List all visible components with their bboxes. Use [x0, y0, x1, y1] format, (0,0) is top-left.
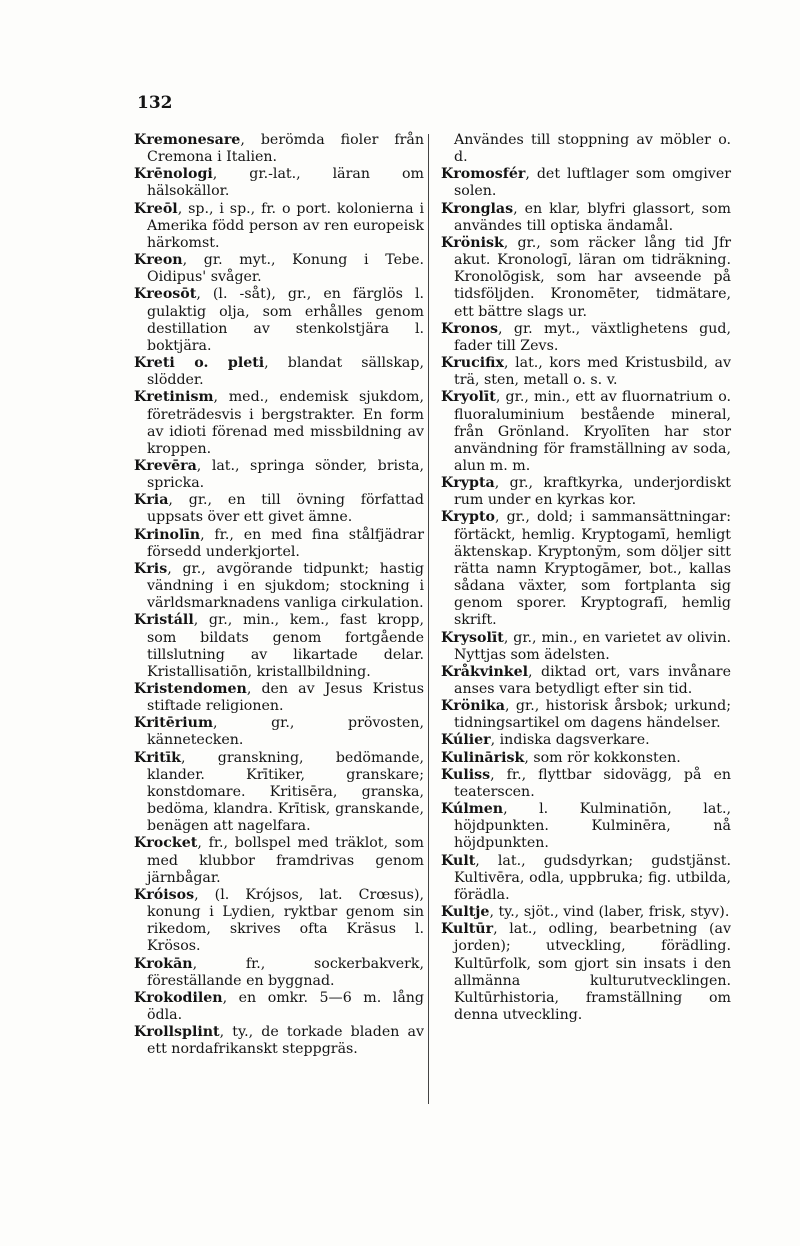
dictionary-entry: Kretinism, med., endemisk sjukdom, företrädesvis i bergstrakter. En form av idioti förenad med missbildning av kroppen.	[134, 389, 424, 457]
dictionary-entry: Kronos, gr. myt., växtlighetens gud, fader till Zevs.	[441, 320, 731, 354]
entry-headword: Kria	[134, 492, 169, 509]
dictionary-entry: Krevēra, lat., springa sönder, brista, spricka.	[134, 457, 424, 492]
dictionary-entry: Kritērium, gr., prövosten, kännetecken.	[134, 715, 424, 749]
entry-headword: Krönisk	[441, 234, 504, 251]
entry-headword: Krokodilen	[134, 989, 223, 1006]
dictionary-entry: Kulinārisk, som rör kokkonsten.	[441, 749, 681, 766]
entry-headword: Krollsplint	[134, 1024, 220, 1041]
dictionary-entry: Kúlmen, l. Kulminatiōn, lat., höjdpunkten. Kulminēra, nå höjdpunkten.	[441, 801, 731, 852]
entry-headword: Kreon	[134, 252, 183, 269]
entry-headword: Króisos	[134, 886, 195, 903]
dictionary-entry: Krokān, fr., sockerbakverk, föreställande en byggnad.	[134, 955, 424, 989]
dictionary-entry: Krysolīt, gr., min., en varietet av olivin. Nyttjas som ädelsten.	[441, 629, 731, 663]
dictionary-entry: Krypta, gr., kraftkyrka, underjordiskt rum under en kyrkas kor.	[441, 475, 731, 509]
entry-headword: Kronos	[441, 320, 499, 337]
dictionary-entry: Kris, gr., avgörande tidpunkt; hastig vändning i en sjukdom; stockning i världsmarknadens vanliga cirkulation.	[134, 560, 424, 612]
entry-headword: Kúlmen	[441, 801, 504, 818]
entry-headword: Krucifix	[441, 355, 504, 372]
dictionary-entry: Kremonesare, berömda fioler från Cremona i Italien.	[134, 132, 424, 166]
dictionary-entry: Krollsplint, ty., de torkade bladen av ett nordafrikanskt steppgräs.	[134, 1024, 424, 1058]
page-number: 132	[137, 93, 173, 113]
dictionary-entry: Krucifix, lat., kors med Kristusbild, av trä, sten, metall o. s. v.	[441, 355, 731, 389]
entry-headword: Kristáll	[134, 612, 194, 629]
dictionary-entry: Kultje, ty., sjöt., vind (laber, frisk, styv).	[441, 904, 730, 921]
dictionary-entry: Krönisk, gr., som räcker lång tid Jfr akut. Kronologī, läran om tidräkning. Kronolōgisk, som har avseende på tidsföljden. Kronomēter, tidmätare, ett bättre slags ur.	[441, 234, 731, 320]
entry-headword: Kreti o. pleti	[134, 355, 265, 372]
dictionary-entry: Krocket, fr., bollspel med träklot, som med klubbor framdrivas genom järnbågar.	[134, 835, 424, 886]
dictionary-entry: Króisos, (l. Krójsos, lat. Crœsus), konung i Lydien, ryktbar genom sin rikedom, skrives ofta Kräsus l. Krösos.	[134, 886, 424, 955]
entry-headword: Kreōl	[134, 200, 178, 217]
entry-headword: Krysolīt	[441, 629, 504, 646]
entry-headword: Krokān	[134, 955, 193, 972]
dictionary-entry: Kúlier, indiska dagsverkare.	[441, 732, 650, 749]
entry-headword: Krocket	[134, 835, 198, 852]
dictionary-entry: Kria, gr., en till övning författad uppsats över ett givet ämne.	[134, 492, 424, 526]
entry-headword: Kulinārisk	[441, 749, 525, 766]
dictionary-entry: Krinolīn, fr., en med fina stålfjädrar försedd underkjortel.	[134, 526, 424, 560]
dictionary-entry: Kreōl, sp., i sp., fr. o port. kolonierna i Amerika född person av ren europeisk härkomst.	[134, 200, 424, 251]
dictionary-entry-continuation: Användes till stoppning av möbler o. d.	[454, 132, 731, 166]
dictionary-entry: Krēnologi, gr.-lat., läran om hälsokällor.	[134, 166, 424, 200]
entry-headword: Kritīk	[134, 749, 181, 766]
dictionary-entry: Krokodilen, en omkr. 5—6 m. lång ödla.	[134, 989, 424, 1023]
entry-headword: Krevēra	[134, 457, 197, 474]
entry-headword: Kremonesare	[134, 132, 241, 148]
entry-headword: Kråkvinkel	[441, 663, 529, 680]
dictionary-entry: Kuliss, fr., flyttbar sidovägg, på en teaterscen.	[441, 766, 731, 800]
entry-headword: Kretinism	[134, 389, 214, 406]
dictionary-entry: Kult, lat., gudsdyrkan; gudstjänst. Kultivēra, odla, uppbruka; fig. utbilda, förädla.	[441, 852, 731, 903]
dictionary-entry: Kronglas, en klar, blyfri glassort, som användes till optiska ändamål.	[441, 200, 731, 234]
dictionary-entry: Kristendomen, den av Jesus Kristus stiftade religionen.	[134, 681, 424, 715]
dictionary-entry: Kreon, gr. myt., Konung i Tebe. Oidipus' svåger.	[134, 252, 424, 286]
entry-headword: Kúlier	[441, 732, 491, 749]
entry-headword: Krypto	[441, 509, 495, 526]
entry-headword: Kult	[441, 852, 476, 869]
entry-headword: Kronglas	[441, 200, 514, 217]
dictionary-entry: Kromosfér, det luftlager som omgiver solen.	[441, 166, 731, 200]
entry-headword: Krönika	[441, 698, 505, 715]
entry-headword: Kristendomen	[134, 681, 247, 697]
entry-headword: Kuliss	[441, 766, 491, 783]
entry-headword: Kris	[134, 560, 168, 577]
dictionary-entry: Kreti o. pleti, blandat sällskap, slödder.	[134, 355, 424, 389]
dictionary-entry: Krypto, gr., dold; i sammansättningar: förtäckt, hemlig. Kryptogamī, hemligt äktenskap. Kryptonȳm, som döljer sitt rätta namn Kryptogāmer, bot., kallas sådana växter, som fortplanta sig genom sporer. Kryptografī, hemlig skrift.	[441, 509, 731, 629]
entry-headword: Kromosfér	[441, 166, 526, 183]
entry-headword: Kultūr	[441, 921, 494, 938]
entry-headword: Krinolīn	[134, 526, 201, 543]
right-column	[441, 132, 731, 1024]
column-divider	[428, 134, 429, 1104]
entry-headword: Kryolīt	[441, 389, 496, 406]
dictionary-entry: Kryolīt, gr., min., ett av fluornatrium o. fluoraluminium bestående mineral, från Grönland. Kryolīten har stor användning för framställning av soda, alun m. m.	[441, 389, 731, 474]
entry-headword: Kritērium	[134, 715, 213, 732]
entry-headword: Kreosōt	[134, 286, 197, 303]
dictionary-entry: Kristáll, gr., min., kem., fast kropp, som bildats genom fortgående tillslutning av likartade delar. Kristallisatiōn, kristallbildning.	[134, 612, 424, 680]
entry-headword: Krēnologi	[134, 166, 213, 183]
dictionary-entry: Kreosōt, (l. -såt), gr., en färglös l. gulaktig olja, som erhålles genom destillation av stenkolstjära l. boktjära.	[134, 286, 424, 354]
dictionary-entry: Kultūr, lat., odling, bearbetning (av jorden); utveckling, förädling. Kultūrfolk, som gjort sin insats i den allmänna kulturutvecklingen. Kultūrhistoria, framställning om denna utveckling.	[441, 921, 731, 1023]
dictionary-entry: Kråkvinkel, diktad ort, vars invånare anses vara betydligt efter sin tid.	[441, 663, 731, 697]
left-column	[134, 132, 424, 1058]
dictionary-entry: Krönika, gr., historisk årsbok; urkund; tidningsartikel om dagens händelser.	[441, 698, 731, 732]
dictionary-entry: Kritīk, granskning, bedömande, klander. Krītiker, granskare; konstdomare. Kritisēra, granska, bedöma, klandra. Krītisk, granskande, benägen att nagelfara.	[134, 749, 424, 835]
entry-headword: Krypta	[441, 475, 495, 492]
entry-headword: Kultje	[441, 904, 490, 921]
